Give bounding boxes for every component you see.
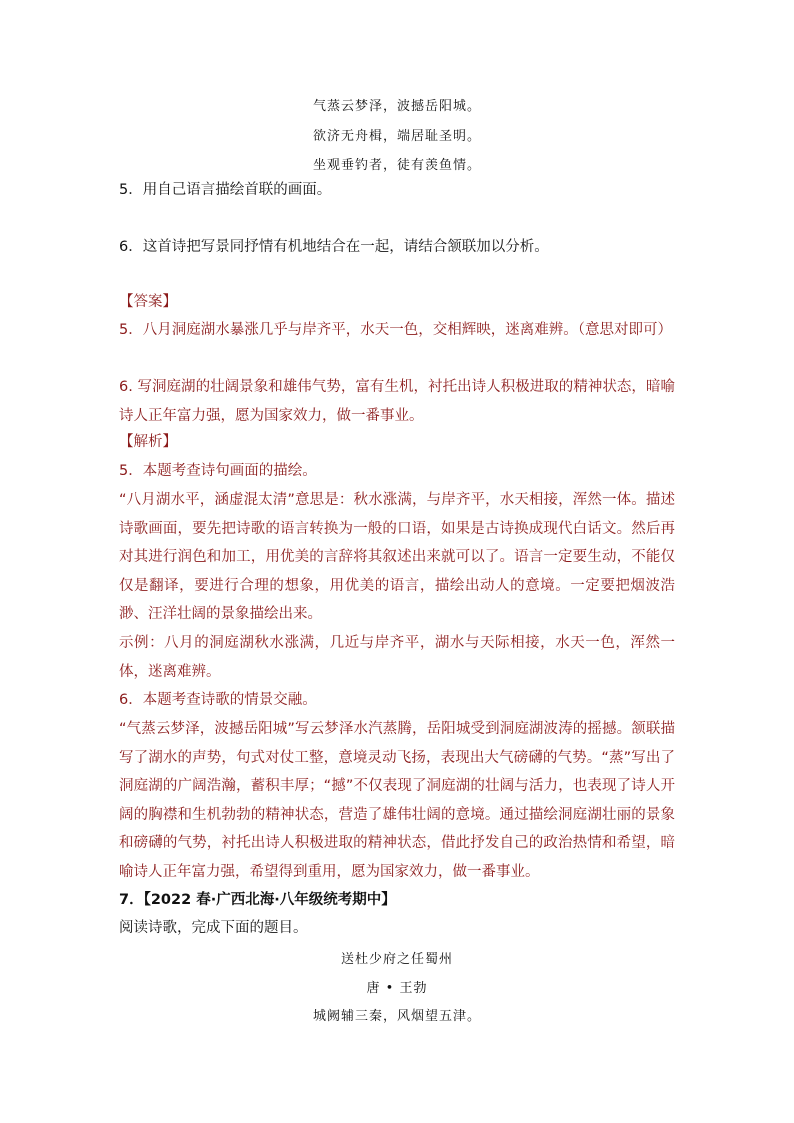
question-6: 6．这首诗把写景同抒情有机地结合在一起，请结合颔联加以分析。: [119, 239, 549, 255]
question-7-instruction: 阅读诗歌，完成下面的题目。: [119, 920, 308, 936]
question-5: 5．用自己语言描绘首联的画面。: [119, 182, 332, 198]
analysis-6-title: 6．本题考查诗歌的情景交融。: [119, 692, 317, 708]
question-7-header: [119, 886, 679, 914]
poem-line-3: 坐观垂钓者，徒有羡鱼情。: [312, 158, 481, 173]
poem-line-2: 欲济无舟楫，端居耻圣明。: [312, 129, 481, 144]
poem-author: 唐 • 王勃: [366, 981, 428, 996]
analysis-5-example: 示例：八月的洞庭湖秋水涨满，几近与岸齐平，湖水与天际相接，水天一色，浑然一体，迷离难辨。: [119, 635, 675, 680]
analysis-heading: 【解析】: [119, 434, 177, 450]
poem-line-1: 气蒸云梦泽，波撼岳阳城。: [312, 99, 481, 114]
analysis-6-body: “气蒸云梦泽，波撼岳阳城”写云梦泽水汽蒸腾，岳阳城受到洞庭湖波涛的摇撼。颔联描写了湖水的声势，句式对仗工整，意境灵动飞扬，表现出大气磅礴的气势。“蒸”写出了洞庭湖的广阔浩瀚，蓄积丰厚；“撼”不仅表现了洞庭湖的壮阔与活力，也表现了诗人开阔的胸襟和生机勃勃的精神状态，营造了雄伟壮阔的意境。通过描绘洞庭湖壮丽的景象和磅礴的气势，衬托出诗人积极进取的精神状态，借此抒发自己的政治热情和希望，暗喻诗人正年富力强，希望得到重用，愿为国家效力，做一番事业。: [119, 721, 675, 880]
analysis-5-body: “八月湖水平，涵虚混太清”意思是：秋水涨满，与岸齐平，水天相接，浑然一体。描述诗歌画面，要先把诗歌的语言转换为一般的口语，如果是古诗换成现代白话文。然后再对其进行润色和加工，用优美的言辞将其叙述出来就可以了。语言一定要生动，不能仅仅是翻译，要进行合理的想象，用优美的语言，描绘出动人的意境。一定要把烟波浩渺、汪洋壮阔的景象描绘出来。: [119, 492, 675, 623]
answer-6: 6. 写洞庭湖的壮阔景象和雄伟气势，富有生机，衬托出诗人积极进取的精神状态，暗喻诗人正年富力强，愿为国家效力，做一番事业。: [119, 379, 675, 424]
answer-heading: 【答案】: [119, 294, 177, 310]
question-7-source: 【2022 春·广西北海·八年级统考期中】: [143, 892, 396, 908]
analysis-5-title: 5．本题考查诗句画面的描绘。: [119, 463, 317, 479]
answer-5: 5．八月洞庭湖水暴涨几乎与岸齐平，水天一色，交相辉映，迷离难辨。（意思对即可）: [119, 322, 672, 338]
poem-first-line: 城阙辅三秦，风烟望五津。: [312, 1009, 481, 1024]
question-7-number: 7．: [119, 892, 144, 908]
poem-title: 送杜少府之任蜀州: [340, 952, 453, 967]
